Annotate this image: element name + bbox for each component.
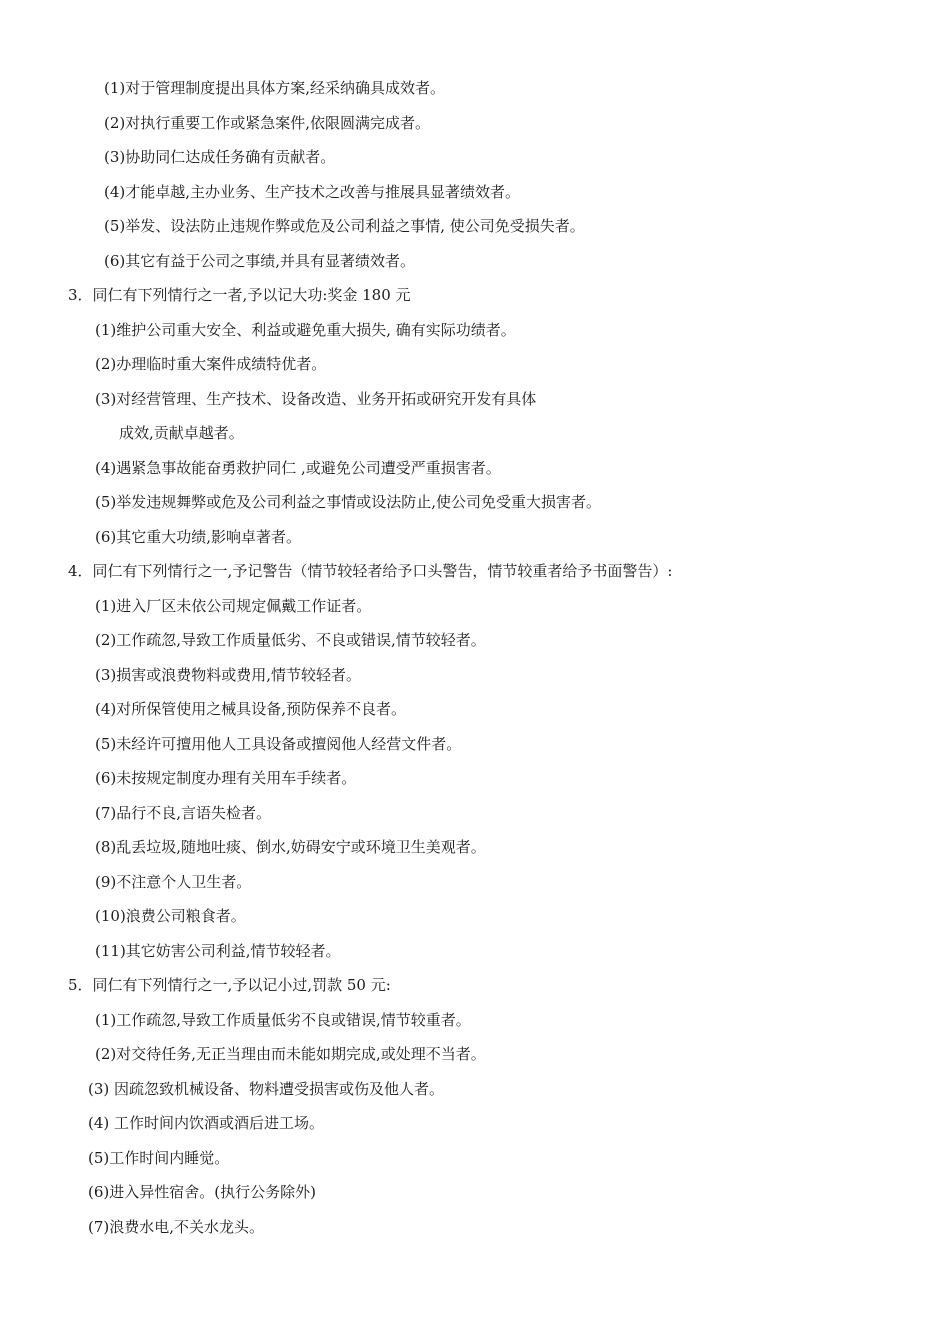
section3-item-3: (3)对经营管理、生产技术、设备改造、业务开拓或研究开发有具体 <box>95 390 537 408</box>
section4-item-5: (5)未经许可擅用他人工具设备或擅阅他人经营文件者。 <box>95 735 462 753</box>
section4-item-6: (6)未按规定制度办理有关用车手续者。 <box>95 769 357 787</box>
section4-item-8: (8)乱丢垃圾,随地吐痰、倒水,妨碍安宁或环境卫生美观者。 <box>95 838 486 856</box>
section4-item-2: (2)工作疏忽,导致工作质量低劣、不良或错误,情节较轻者。 <box>95 631 486 649</box>
section4-heading: 4．同仁有下列情行之一,予记警告（情节较轻者给予口头警告，情节较重者给予书面警告）: <box>68 562 673 580</box>
section3-item-3-continued: 成效,贡献卓越者。 <box>119 424 244 442</box>
intro-item-6: (6)其它有益于公司之事绩,并具有显著绩效者。 <box>104 252 416 270</box>
section5-item-5: (5)工作时间内睡觉。 <box>88 1149 230 1167</box>
section5-item-3: (3) 因疏忽致机械设备、物料遭受损害或伤及他人者。 <box>88 1080 445 1098</box>
section3-item-1: (1)维护公司重大安全、利益或避免重大损失, 确有实际功绩者。 <box>95 321 516 339</box>
section4-item-11: (11)其它妨害公司利益,情节较轻者。 <box>95 942 341 960</box>
intro-item-4: (4)才能卓越,主办业务、生产技术之改善与推展具显著绩效者。 <box>104 183 521 201</box>
section5-heading: 5．同仁有下列情行之一,予以记小过,罚款 50 元: <box>68 976 391 994</box>
section4-item-10: (10)浪费公司粮食者。 <box>95 907 246 925</box>
section3-item-2: (2)办理临时重大案件成绩特优者。 <box>95 355 327 373</box>
intro-item-1: (1)对于管理制度提出具体方案,经采纳确具成效者。 <box>104 79 446 97</box>
section5-item-4: (4) 工作时间内饮酒或酒后进工场。 <box>88 1114 325 1132</box>
section5-item-2: (2)对交待任务,无正当理由而未能如期完成,或处理不当者。 <box>95 1045 486 1063</box>
section5-item-7: (7)浪费水电,不关水龙头。 <box>88 1218 265 1236</box>
section5-item-1: (1)工作疏忽,导致工作质量低劣不良或错误,情节较重者。 <box>95 1011 471 1029</box>
intro-item-2: (2)对执行重要工作或紧急案件,依限圆满完成者。 <box>104 114 431 132</box>
section5-item-6: (6)进入异性宿舍。(执行公务除外) <box>88 1183 316 1201</box>
section4-item-9: (9)不注意个人卫生者。 <box>95 873 252 891</box>
section4-item-3: (3)损害或浪费物料或费用,情节较轻者。 <box>95 666 362 684</box>
section3-item-4: (4)遇紧急事故能奋勇救护同仁 ,或避免公司遭受严重损害者。 <box>95 459 501 477</box>
section4-item-4: (4)对所保管使用之械具设备,预防保养不良者。 <box>95 700 407 718</box>
intro-item-5: (5)举发、设法防止违规作弊或危及公司利益之事情, 使公司免受损失者。 <box>104 217 585 235</box>
section3-item-6: (6)其它重大功绩,影响卓著者。 <box>95 528 302 546</box>
section4-item-7: (7)品行不良,言语失检者。 <box>95 804 272 822</box>
section3-item-5: (5)举发违规舞弊或危及公司利益之事情或设法防止,使公司免受重大损害者。 <box>95 493 602 511</box>
intro-item-3: (3)协助同仁达成任务确有贡献者。 <box>104 148 336 166</box>
section4-item-1: (1)进入厂区未依公司规定佩戴工作证者。 <box>95 597 372 615</box>
section3-heading: 3．同仁有下列情行之一者,予以记大功:奖金 180 元 <box>68 286 411 304</box>
